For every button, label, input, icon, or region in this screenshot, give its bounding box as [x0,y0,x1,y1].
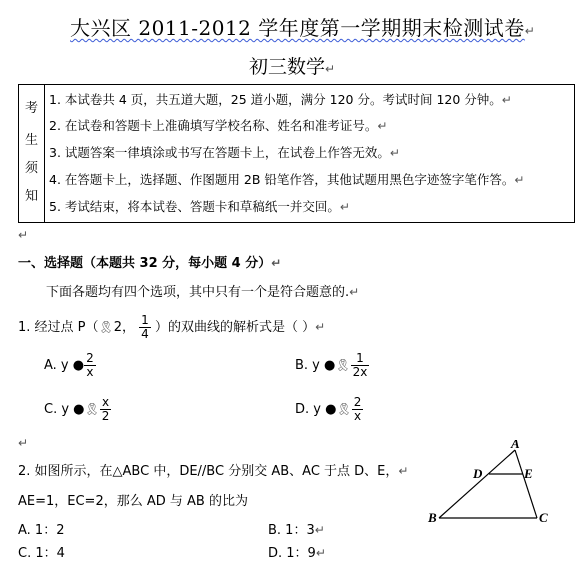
label-d: D [473,466,483,481]
notice-side-char: 知 [25,189,39,204]
question-2-line-2: AE=1，EC=2，那么 AD 与 AB 的比为 [18,494,248,509]
notice-side-char: 须 [25,161,39,176]
label-a: A [511,440,520,451]
q1-option-a[interactable]: A. y ● $\frac{2}{x}$ [44,351,94,379]
fraction: $\frac{1}{4}$ [141,313,149,341]
notice-side-label [19,85,45,222]
q1-option-c[interactable]: C. y ●🎗 $\frac{x}{2}$ [44,395,110,423]
q2-option-a[interactable]: A. 1：2 [18,523,65,538]
side-ab [439,450,515,518]
label-b: B [428,510,437,525]
exam-title: 大兴区 2011-2012 学年度第一学期期末检测试卷↵ [70,16,536,40]
side-ac [515,450,537,518]
q1-option-d[interactable]: D. y ●🎗 $\frac{2}{x}$ [295,395,362,423]
notice-item: 5. 考试结束，将本试卷、答题卡和草稿纸一并交回。↵ [49,199,350,214]
label-e: E [524,466,533,481]
q2-option-d[interactable]: D. 1：9↵ [268,546,326,561]
section-instruction: 下面各题均有四个选项，其中只有一个是符合题意的.↵ [46,285,360,300]
q1-option-b[interactable]: B. y ●🎗 $\frac{1}{2x}$ [295,351,368,379]
q2-option-c[interactable]: C. 1：4 [18,546,65,561]
candidate-notice-box [18,84,575,223]
notice-side-char: 考 [25,101,39,116]
notice-item: 2. 在试卷和答题卡上准确填写学校名称、姓名和准考证号。↵ [49,118,388,133]
question-1-stem: 1. 经过点 P（🎗2， $\frac{1}{4}$ ）的双曲线的解析式是（ ）↵ [18,313,326,341]
notice-side-char: 生 [25,133,39,148]
label-c: C [539,510,548,525]
exam-subtitle: 初三数学↵ [249,56,336,78]
paragraph-mark: ↵ [18,228,29,242]
notice-item: 1. 本试卷共 4 页，共五道大题，25 道小题，满分 120 分。考试时间 120 分钟。↵ [49,92,512,107]
paragraph-mark: ↵ [18,436,29,450]
q2-option-b[interactable]: B. 1：3↵ [268,523,325,538]
notice-item: 3. 试题答案一律填涂或书写在答题卡上，在试卷上作答无效。↵ [49,145,400,160]
question-2-line-1: 2. 如图所示，在△ABC 中，DE//BC 分别交 AB、AC 于点 D、E，↵ [18,464,409,479]
triangle-figure [425,440,565,530]
notice-item: 4. 在答题卡上，选择题、作图题用 2B 铅笔作答，其他试题用黑色字迹签字笔作答。↵ [49,172,525,187]
section-heading: 一、选择题（本题共 32 分，每小题 4 分）↵ [18,256,282,271]
